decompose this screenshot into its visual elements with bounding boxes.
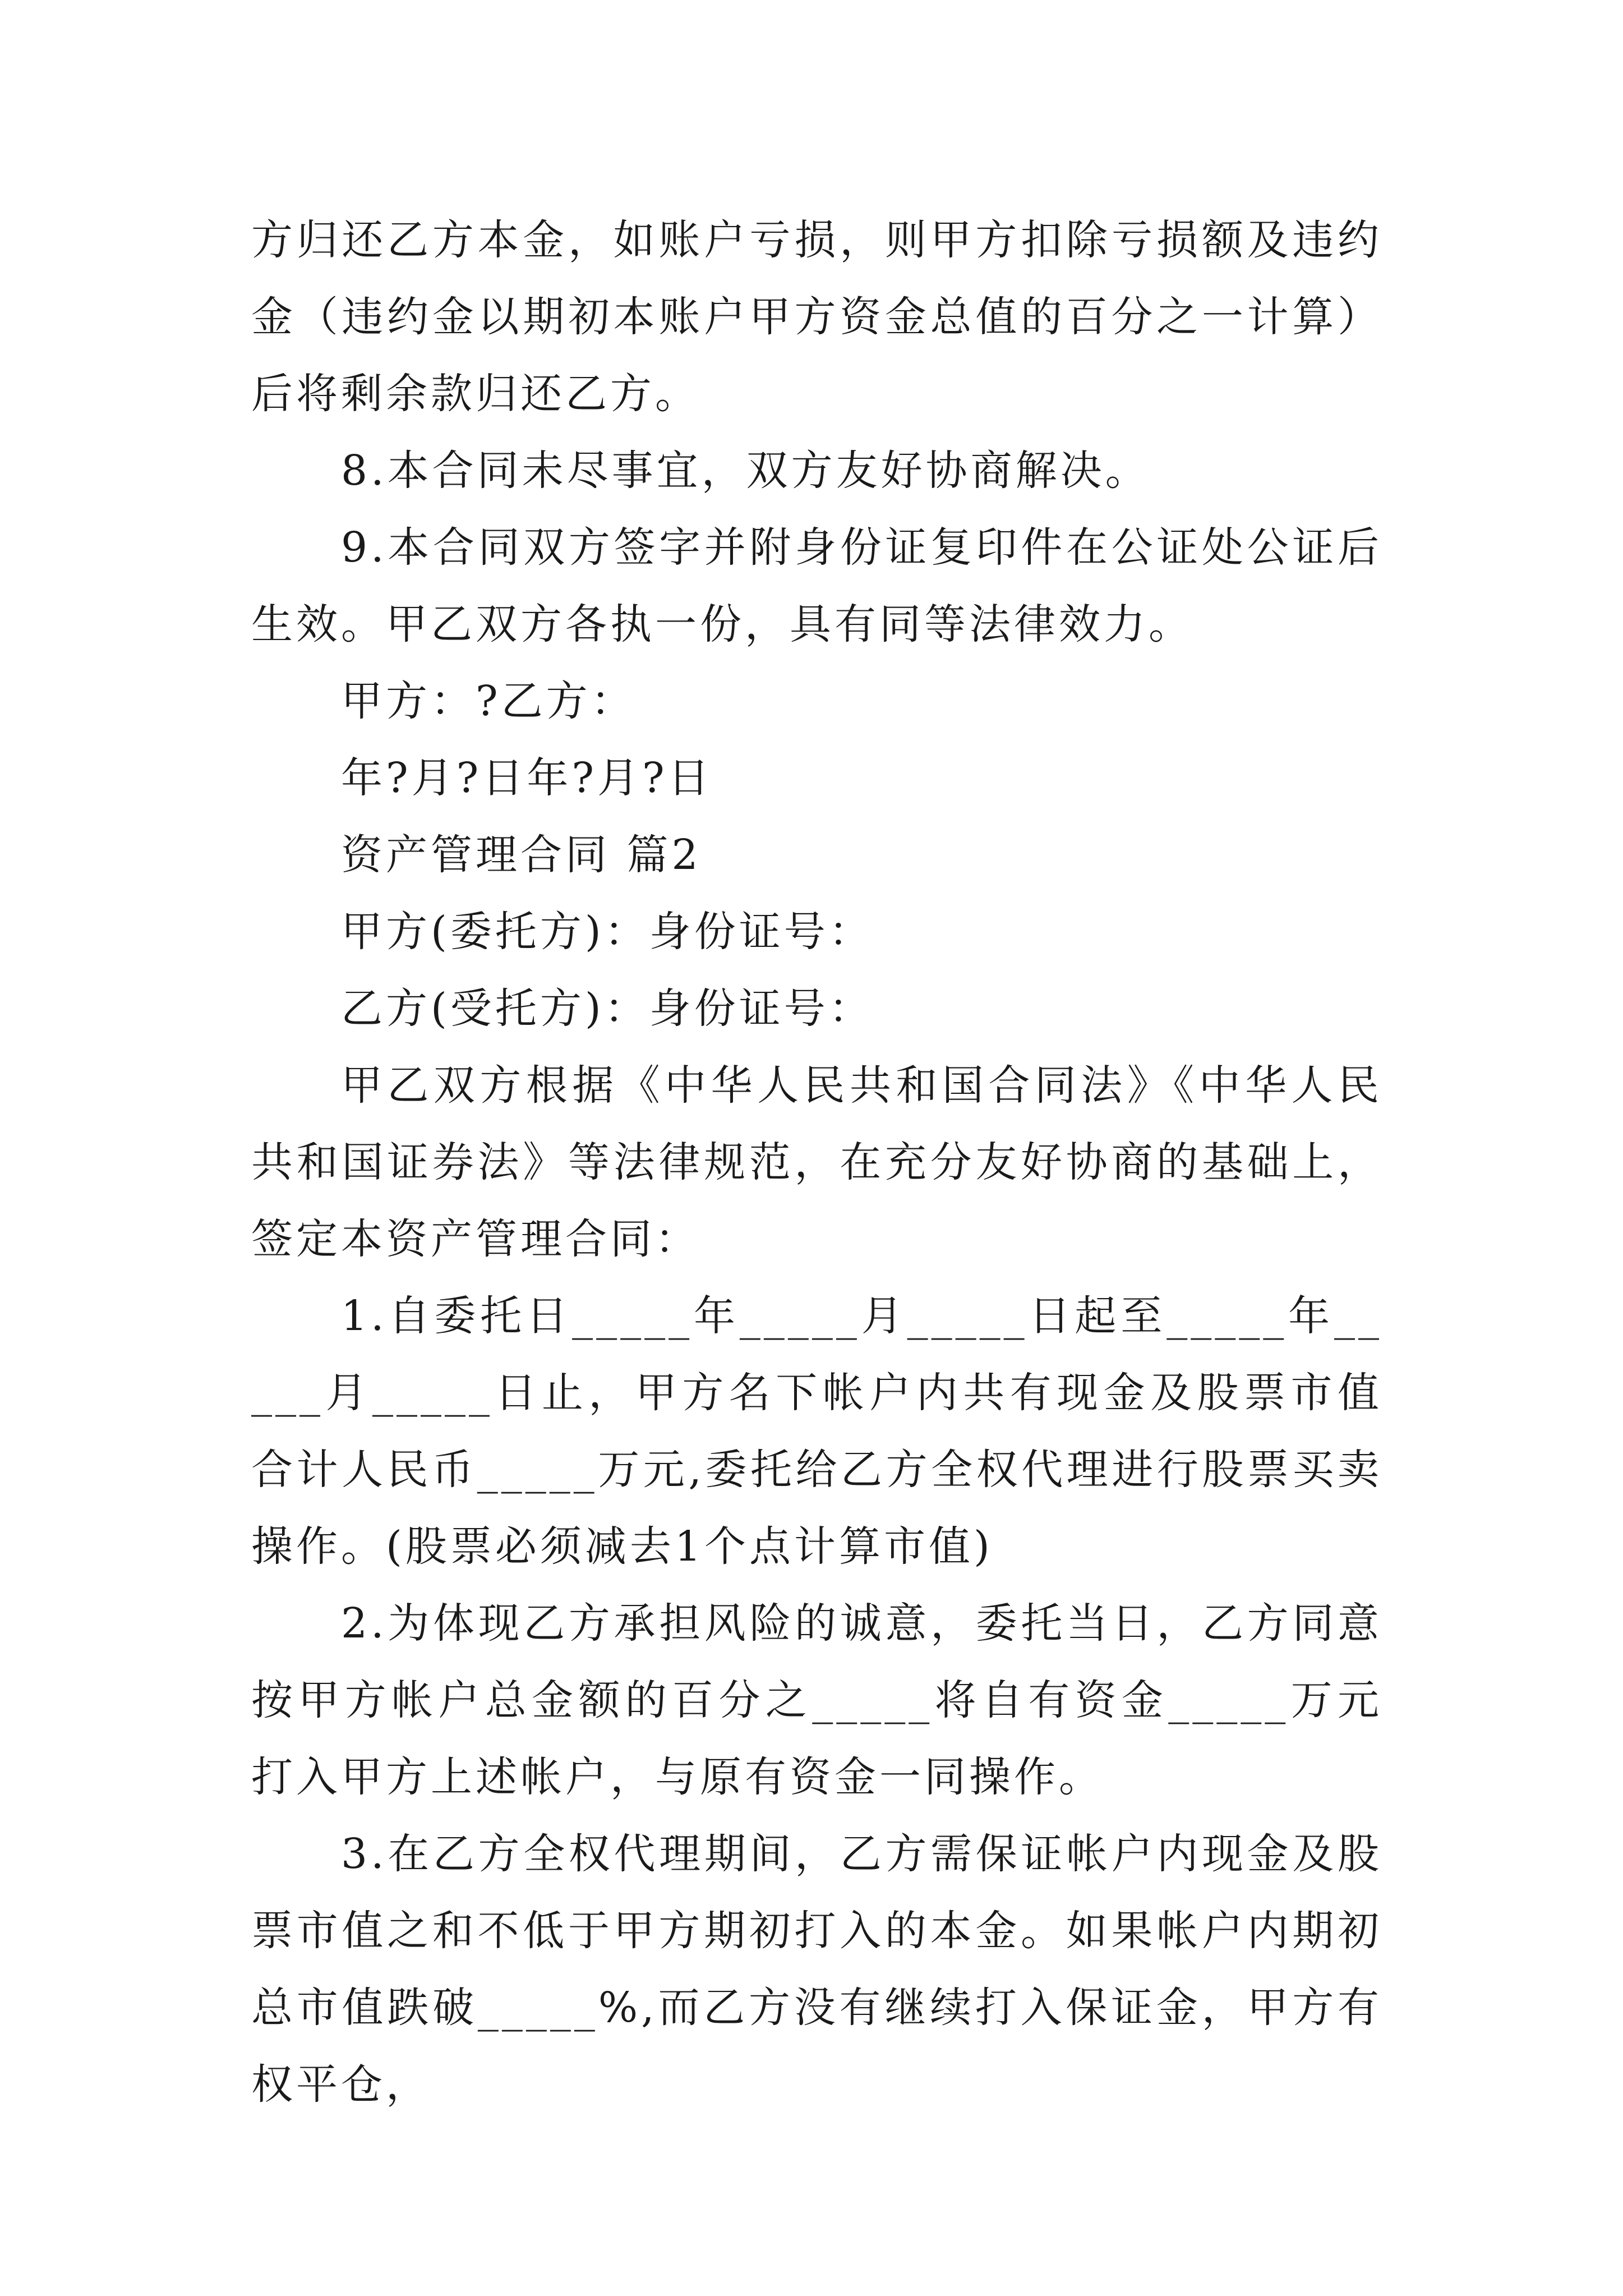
date-line: 年?月?日年?月?日 xyxy=(341,754,713,802)
signature-line: 甲方：?乙方： xyxy=(341,677,636,725)
paragraph-clause-3: 3.在乙方全权代理期间，乙方需保证帐户内现金及股票市值之和不低于甲方期初打入的本金。如果帐户内期初总市值跌破_____%,而乙方没有继续打入保证金，甲方有权平仓， xyxy=(251,1830,1382,2109)
party-a-line: 甲方(委托方)：身份证号： xyxy=(341,908,874,956)
section-title: 资产管理合同 篇2 xyxy=(341,831,702,879)
paragraph-clause-8: 8.本合同未尽事宜，双方友好协商解决。 xyxy=(341,447,1150,495)
paragraph-preamble: 甲乙双方根据《中华人民共和国合同法》《中华人民共和国证券法》等法律规范，在充分友好协商的基础上，签定本资产管理合同： xyxy=(251,1061,1382,1263)
paragraph-clause-9: 9.本合同双方签字并附身份证复印件在公证处公证后生效。甲乙双方各执一份，具有同等法律效力。 xyxy=(251,523,1382,648)
document-body xyxy=(251,202,1382,2123)
paragraph-refund-continuation: 方归还乙方本金，如账户亏损，则甲方扣除亏损额及违约金（违约金以期初本账户甲方资金总值的百分之一计算）后将剩余款归还乙方。 xyxy=(251,216,1382,418)
party-b-line: 乙方(受托方)：身份证号： xyxy=(341,984,874,1033)
paragraph-clause-2: 2.为体现乙方承担风险的诚意，委托当日，乙方同意按甲方帐户总金额的百分之_____将自有资金_____万元打入甲方上述帐户，与原有资金一同操作。 xyxy=(251,1599,1382,1801)
paragraph-clause-1: 1.自委托日_____年_____月_____日起至_____年_____月_____日止，甲方名下帐户内共有现金及股票市值合计人民币_____万元,委托给乙方全权代理进行股票买卖操作。(股票必须减去1个点计算市值) xyxy=(251,1292,1382,1571)
